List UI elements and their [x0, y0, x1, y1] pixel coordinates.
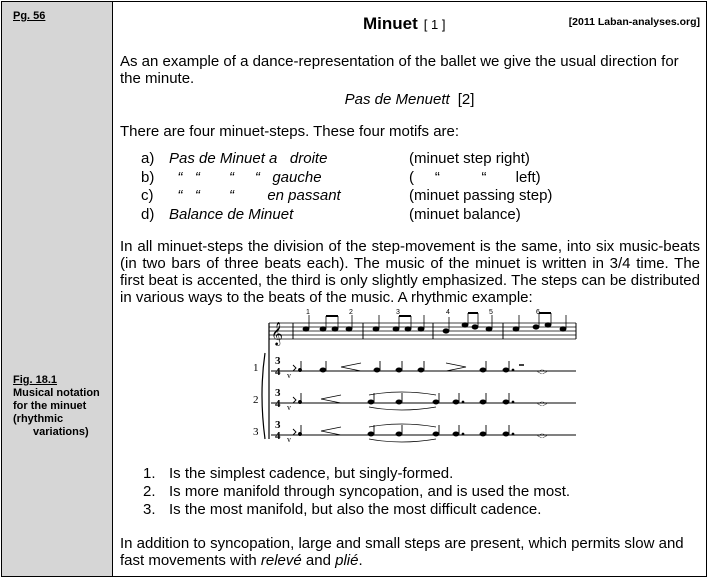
time-signature-top: 3 — [275, 419, 281, 431]
figure-caption — [13, 374, 109, 439]
accent-mark: v — [287, 435, 291, 444]
treble-clef-icon: 𝄞 — [271, 321, 283, 345]
list-item — [141, 187, 701, 206]
term-plie: plié — [335, 552, 359, 569]
cadence-number: 3. — [143, 501, 156, 518]
figure-number: Fig. 18.1 — [13, 374, 58, 386]
term-releve: relevé — [260, 552, 302, 569]
step-translation: (minuet balance) — [409, 205, 521, 223]
accent-mark: v — [287, 371, 291, 380]
time-signature-top: 3 — [275, 387, 281, 399]
minuet-steps-list — [141, 150, 701, 224]
measure-number: 2 — [349, 309, 353, 316]
step-translation: ( “ “ left) — [409, 168, 541, 186]
closing-text: . — [358, 552, 363, 569]
list-item — [141, 206, 701, 225]
intro-paragraph: As an example of a dance-representation of the ballet we give the usual direction for the minute. — [120, 53, 679, 87]
step-translation: (minuet passing step) — [409, 187, 553, 204]
figure-caption-line: variations) — [33, 426, 89, 438]
title-text: Minuet — [363, 14, 418, 33]
measure-numbers — [306, 309, 540, 316]
figure-caption-line: for the minuet — [13, 400, 87, 412]
cadence-text: Is the simplest cadence, but singly-formed. — [169, 465, 454, 482]
closing-paragraph — [120, 535, 700, 569]
step-name: “ “ “ en passant — [169, 187, 341, 204]
cadence-number: 1. — [143, 465, 156, 482]
step-translation: (minuet step right) — [409, 150, 530, 167]
system-brace — [262, 353, 265, 439]
accent-mark: v — [287, 403, 291, 412]
cadence-number: 2. — [143, 483, 156, 500]
time-signature-bottom: 4 — [275, 366, 281, 378]
document-page — [1, 1, 707, 577]
measure-number: 6 — [536, 309, 540, 316]
list-item — [141, 150, 701, 169]
cadence-text: Is the most manifold, but also the most difficult cadence. — [169, 501, 542, 518]
closing-text: and — [301, 552, 336, 569]
list-item — [143, 465, 683, 483]
figure-caption-line: (rhythmic — [13, 413, 64, 425]
page-number: Pg. 56 — [13, 10, 46, 22]
rhythm-notes — [271, 361, 576, 442]
list-item — [141, 169, 701, 188]
division-paragraph: In all minuet-steps the division of the step-movement is the same, into six music-beats (in two bars of three beats each). The music of the minuet is written in 3/4 time. The first beat is accented, the third is only slightly emphasized. The steps can be distributed in various ways to the beats of the music. A rhythmic example: — [120, 238, 700, 306]
step-key: a) — [141, 150, 155, 167]
cadence-list — [143, 465, 683, 519]
step-name: Balance de Minuet — [169, 205, 294, 223]
step-name: Pas de Minuet a droite — [169, 150, 328, 167]
list-item — [143, 483, 683, 501]
row-label: 2 — [253, 394, 259, 406]
closing-text: In addition to syncopation, large and small steps are present, which permits slow and fast movements with — [120, 535, 684, 569]
page-title — [363, 14, 445, 34]
row-label: 3 — [253, 426, 259, 438]
figure-caption-line: Musical notation — [13, 387, 100, 399]
dynamic-mark: <> — [537, 367, 548, 377]
steps-intro: There are four minuet-steps. These four motifs are: — [120, 123, 460, 140]
step-name: “ “ “ “ gauche — [169, 168, 322, 186]
step-key: d) — [141, 205, 155, 223]
row-label: 1 — [253, 362, 259, 374]
main-content — [113, 2, 706, 576]
step-key: c) — [141, 187, 154, 204]
step-key: b) — [141, 168, 155, 186]
measure-number: 4 — [446, 309, 450, 316]
musical-notation-figure — [251, 309, 581, 457]
time-signature-bottom: 4 — [275, 398, 281, 410]
measure-number: 1 — [306, 309, 310, 316]
pas-title: Pas de Menuett — [344, 91, 450, 108]
dynamic-mark: <> — [537, 431, 548, 441]
sidebar — [2, 2, 113, 576]
list-item — [143, 501, 683, 519]
cadence-text: Is more manifold through syncopation, and is used the most. — [169, 483, 571, 500]
site-credit: [2011 Laban-analyses.org] — [568, 16, 700, 28]
dynamic-mark: <> — [537, 399, 548, 409]
pas-reference: [2] — [457, 91, 475, 108]
title-reference: [ 1 ] — [423, 17, 446, 32]
measure-number: 5 — [489, 309, 493, 316]
measure-number: 3 — [396, 309, 400, 316]
pas-de-menuett-heading — [113, 91, 706, 108]
time-signature-bottom: 4 — [275, 430, 281, 442]
time-signature-top: 3 — [275, 355, 281, 367]
